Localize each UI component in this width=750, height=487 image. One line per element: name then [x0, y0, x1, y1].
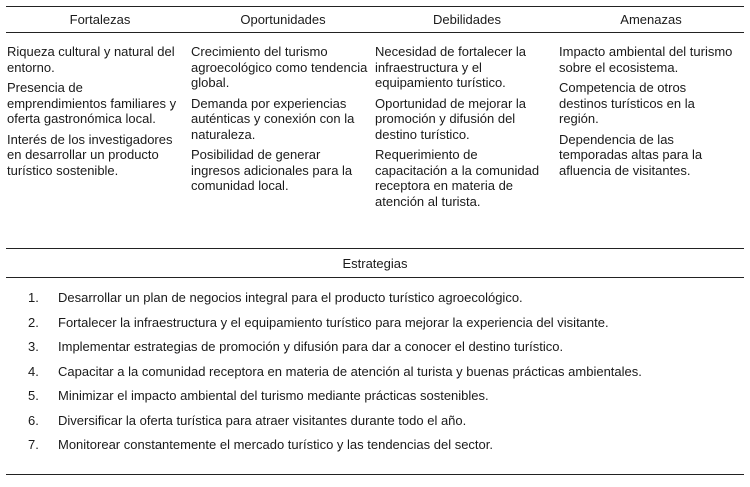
oportunidad-item: Crecimiento del turismo agroecológico como tendencia global. [191, 44, 368, 90]
amenaza-item: Competencia de otros destinos turísticos en la región. [559, 80, 695, 126]
strategies-rule [6, 277, 744, 278]
fortaleza-item: Riqueza cultural y natural del entorno. [7, 44, 175, 75]
strategy-item [28, 437, 728, 462]
fortaleza-item: Interés de los investigadores en desarrollar un producto turístico sostenible. [7, 131, 173, 178]
strategy-number: 1. [28, 290, 39, 305]
strategy-number: 4. [28, 363, 39, 379]
strategy-item [28, 290, 728, 315]
header-rule [6, 32, 744, 33]
strategy-item [28, 339, 728, 364]
strategy-text: Capacitar a la comunidad receptora en materia de atención al turista y buenas prácticas ambientales. [58, 363, 642, 379]
fortaleza-item: Presencia de emprendimientos familiares y oferta gastronómica local. [7, 80, 177, 126]
header-oportunidades: Oportunidades [240, 12, 326, 27]
header-debilidades: Debilidades [433, 12, 501, 27]
strategy-item [28, 364, 728, 389]
strategy-number: 3. [28, 339, 39, 354]
strategy-text: Minimizar el impacto ambiental del turismo mediante prácticas sostenibles. [58, 388, 489, 403]
strategies-list [28, 290, 728, 462]
strategy-number: 7. [28, 437, 39, 452]
section-rule [6, 248, 744, 249]
strategy-number: 2. [28, 314, 39, 330]
header-amenazas: Amenazas [620, 12, 682, 27]
strategy-text: Fortalecer la infraestructura y el equipamiento turístico para mejorar la experiencia del visitante. [58, 314, 609, 330]
strategy-item [28, 413, 728, 438]
strategy-number: 5. [28, 388, 39, 403]
oportunidad-item: Posibilidad de generar ingresos adicionales para la comunidad local. [191, 147, 353, 193]
column-amenazas [559, 44, 737, 183]
debilidad-item: Oportunidad de mejorar la promoción y difusión del destino turístico. [375, 95, 527, 142]
strategy-text: Implementar estrategias de promoción y difusión para dar a conocer el destino turístico. [58, 339, 564, 354]
amenaza-item: Dependencia de las temporadas altas para la afluencia de visitantes. [559, 131, 703, 178]
column-oportunidades [191, 44, 369, 199]
strategy-item [28, 388, 728, 413]
column-fortalezas [7, 44, 185, 183]
amenaza-item: Impacto ambiental del turismo sobre el ecosistema. [559, 44, 733, 75]
strategy-number: 6. [28, 412, 39, 428]
debilidad-item: Necesidad de fortalecer la infraestructura y el equipamiento turístico. [375, 44, 527, 90]
strategy-text: Diversificar la oferta turística para atraer visitantes durante todo el año. [58, 412, 467, 428]
strategy-text: Monitorear constantemente el mercado turístico y las tendencias del sector. [58, 437, 493, 452]
strategy-item [28, 315, 728, 340]
header-fortalezas: Fortalezas [69, 12, 131, 27]
table-top-rule [6, 6, 744, 7]
oportunidad-item: Demanda por experiencias auténticas y conexión con la naturaleza. [191, 95, 355, 142]
strategy-text: Desarrollar un plan de negocios integral para el producto turístico agroecológico. [58, 290, 523, 305]
debilidad-item: Requerimiento de capacitación a la comunidad receptora en materia de atención al turista. [375, 147, 540, 209]
strategies-title: Estrategias [342, 256, 408, 271]
column-debilidades [375, 44, 553, 214]
table-bottom-rule [6, 474, 744, 475]
